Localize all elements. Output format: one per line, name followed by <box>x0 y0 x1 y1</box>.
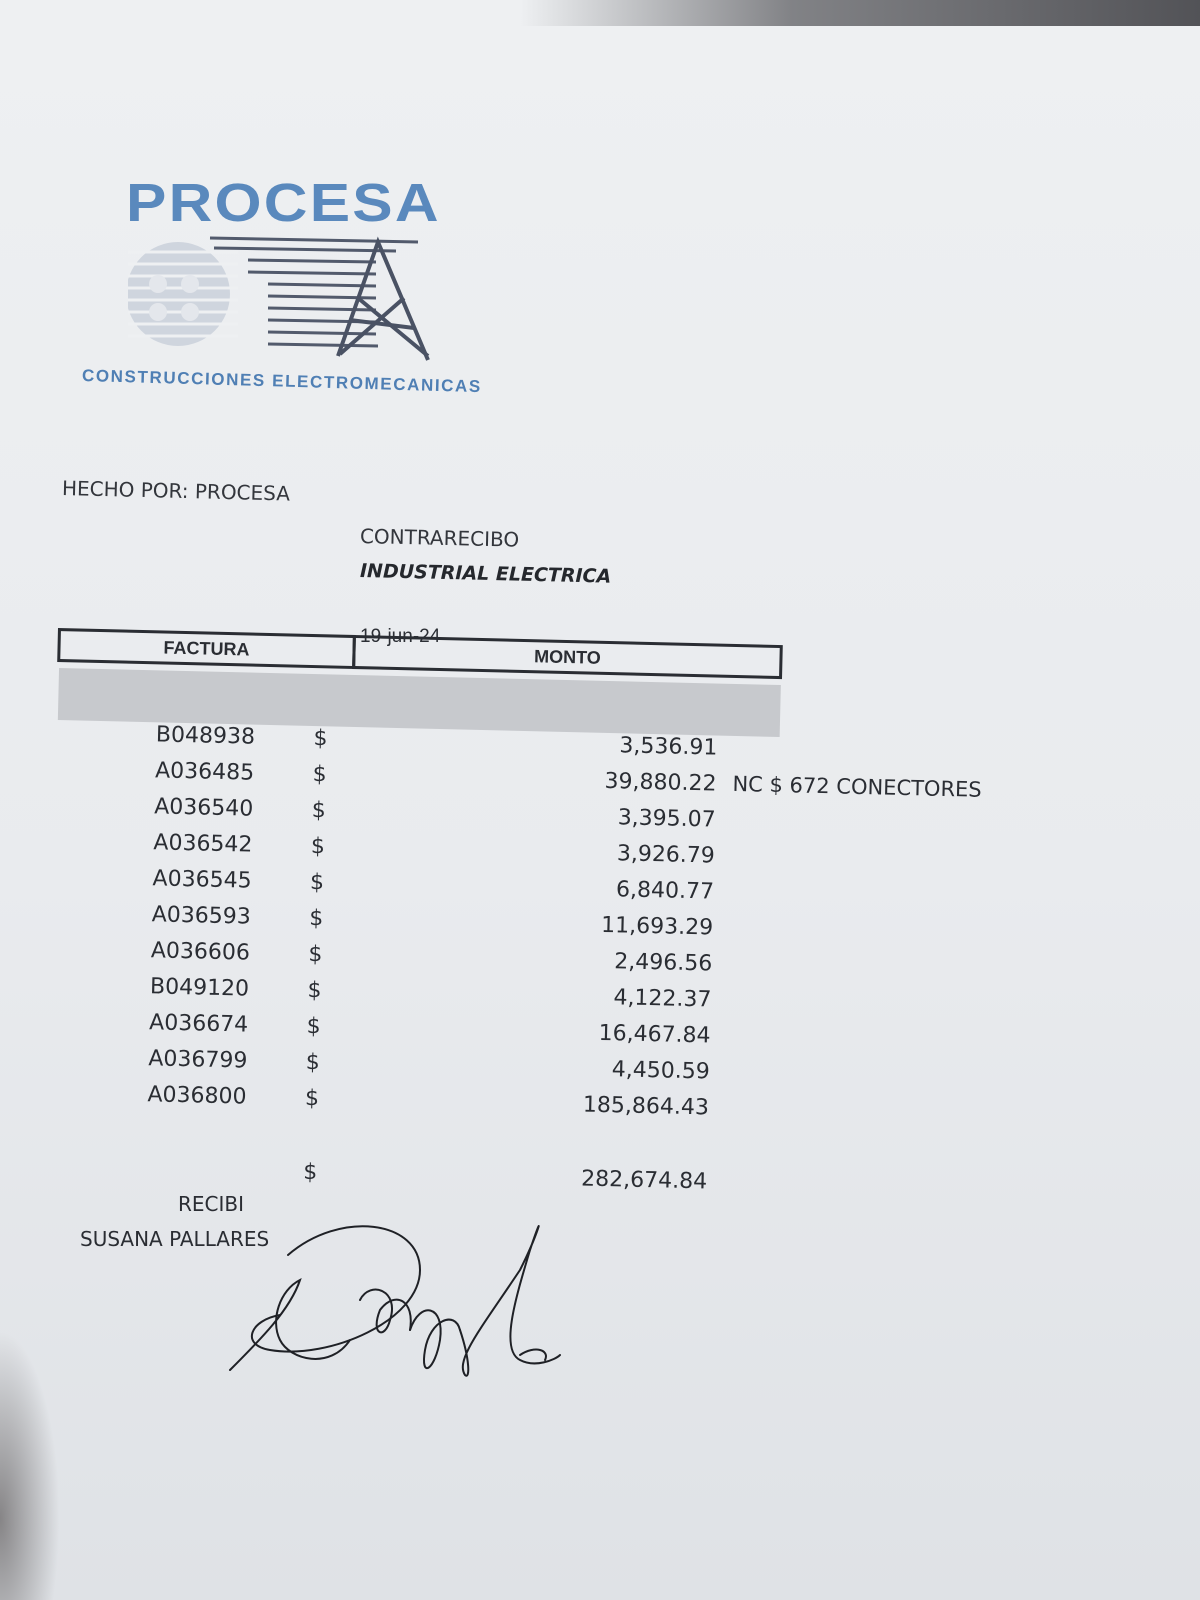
invoice-number: A036674 <box>148 1010 249 1038</box>
currency-symbol: $ <box>304 1085 320 1112</box>
invoice-amount: 11,693.29 <box>600 912 714 941</box>
received-by-name: SUSANA PALLARES <box>80 1227 270 1251</box>
invoice-number: A036593 <box>151 902 252 930</box>
total-amount: 282,674.84 <box>580 1166 708 1195</box>
currency-symbol: $ <box>310 834 326 860</box>
invoice-amount: 39,880.22 <box>604 768 717 797</box>
currency-symbol: $ <box>307 977 322 1004</box>
invoice-number: A036799 <box>148 1046 248 1074</box>
received-label: RECIBI <box>178 1192 245 1216</box>
page-edge-shadow <box>520 0 1200 26</box>
invoice-amount: 3,395.07 <box>617 805 716 833</box>
invoice-amount: 4,450.59 <box>611 1057 711 1085</box>
invoice-amount: 3,926.79 <box>616 841 716 869</box>
currency-symbol: $ <box>308 941 323 968</box>
document-type: CONTRARECIBO <box>359 524 520 552</box>
currency-symbol: $ <box>313 726 328 752</box>
credit-note: NC $ 672 CONECTORES <box>732 771 982 802</box>
currency-symbol: $ <box>311 798 327 824</box>
invoice-number: B049120 <box>149 974 250 1002</box>
invoice-number: A036485 <box>154 758 255 786</box>
invoice-table <box>55 628 982 1195</box>
logo-tower-icon <box>128 232 448 362</box>
currency-symbol: $ <box>308 906 324 932</box>
document-date: 19-jun-24 <box>360 626 441 647</box>
invoice-number: A036545 <box>152 866 252 894</box>
made-by-label: HECHO POR: PROCESA <box>61 476 291 506</box>
client-name: INDUSTRIAL ELECTRICA <box>359 560 612 588</box>
column-header-amount: MONTO <box>352 635 783 679</box>
invoice-amount: 16,467.84 <box>598 1020 711 1049</box>
invoice-amount: 4,122.37 <box>613 985 712 1013</box>
invoice-amount: 6,840.77 <box>615 877 715 905</box>
invoice-number: A036800 <box>147 1082 247 1110</box>
company-logo <box>78 170 498 410</box>
invoice-amount: 185,864.43 <box>582 1092 710 1121</box>
handwritten-signature <box>220 1210 580 1410</box>
invoice-number: A036606 <box>150 938 251 966</box>
invoice-amount: 3,536.91 <box>619 733 718 761</box>
invoice-number: A036540 <box>153 794 254 822</box>
currency-symbol: $ <box>309 870 325 896</box>
column-header-invoice: FACTURA <box>57 628 356 669</box>
logo-tagline: CONSTRUCCIONES ELECTROMECANICAS <box>81 366 483 397</box>
invoice-amount: 2,496.56 <box>614 949 713 977</box>
total-currency-symbol: $ <box>302 1159 318 1186</box>
logo-wordmark: PROCESA <box>126 173 441 233</box>
invoice-number: A036542 <box>153 830 253 858</box>
thumb-shadow <box>0 1330 60 1600</box>
currency-symbol: $ <box>306 1013 321 1040</box>
currency-symbol: $ <box>305 1049 321 1076</box>
invoice-number: B048938 <box>155 722 256 750</box>
currency-symbol: $ <box>312 762 327 788</box>
